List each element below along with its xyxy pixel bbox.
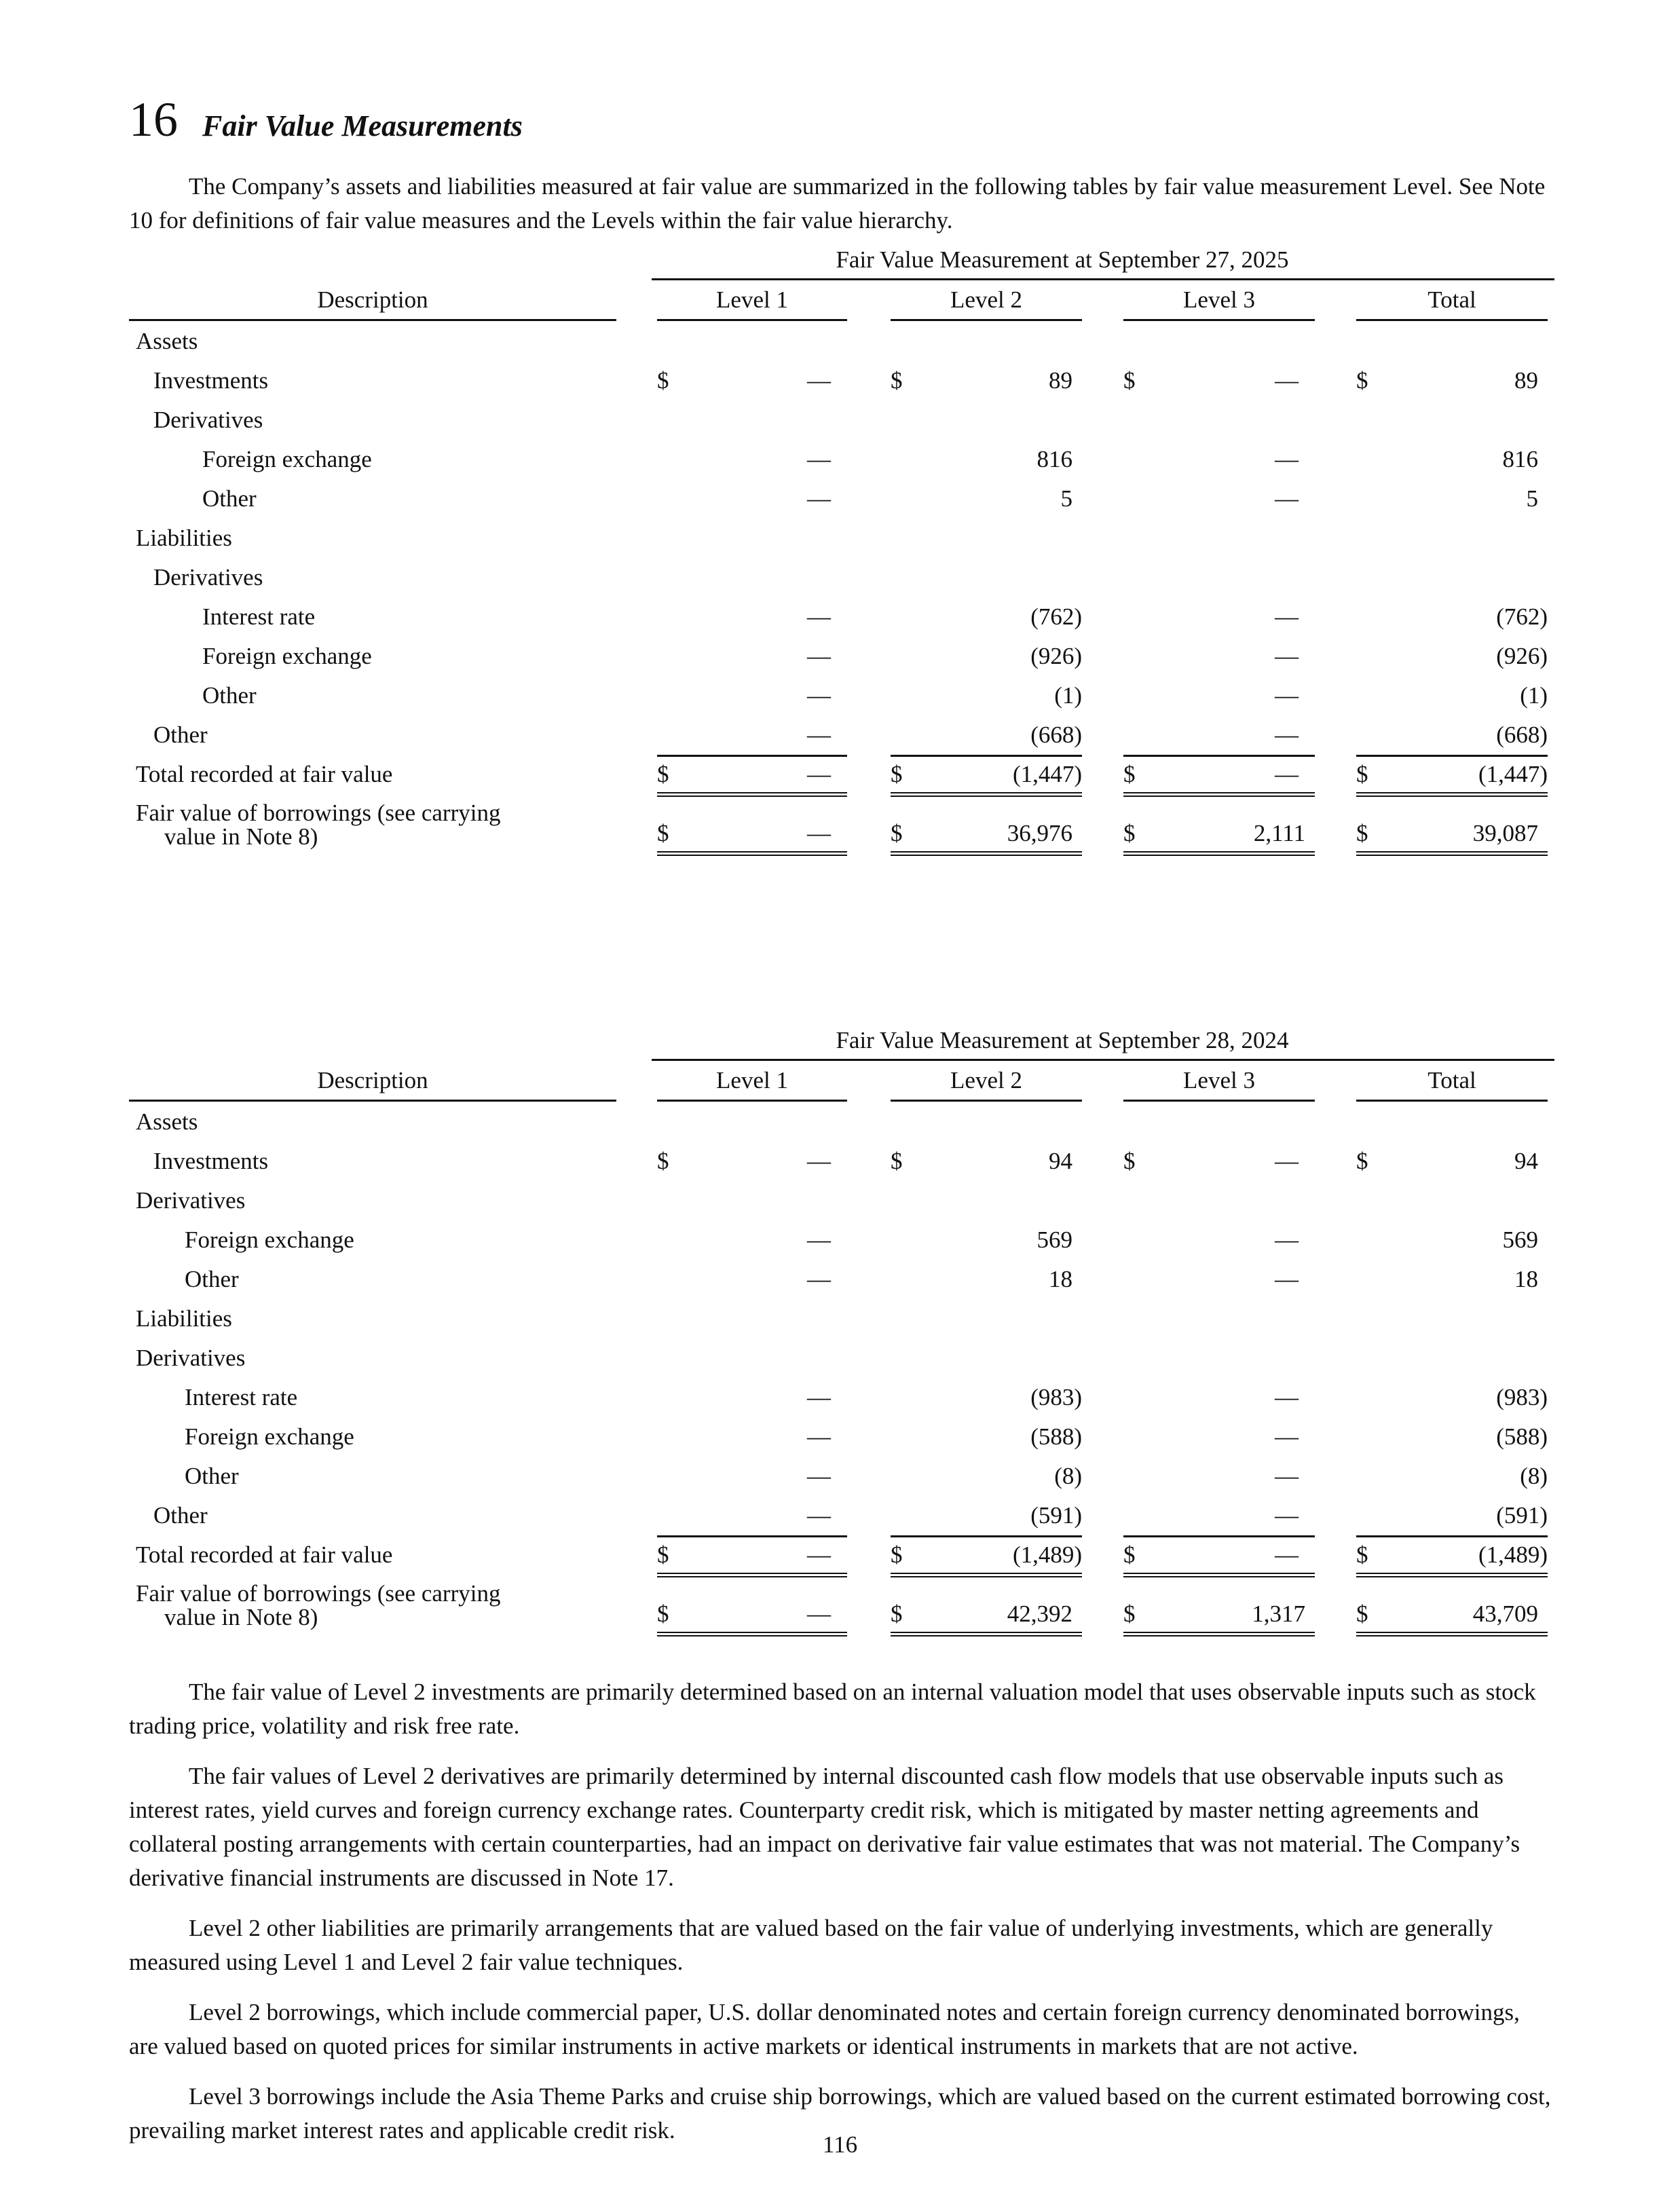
cell-value: — [1275, 643, 1299, 669]
value-cell-total [1356, 597, 1548, 631]
row-label: Assets [136, 1108, 198, 1135]
currency-symbol: $ [1356, 820, 1368, 846]
currency-symbol: $ [891, 367, 903, 394]
value-cell-l3 [1123, 479, 1315, 513]
cell-value: — [807, 1502, 831, 1529]
page-number: 116 [822, 2131, 858, 2158]
cell-value: (1) [1520, 682, 1548, 709]
column-header-level2: Level 2 [891, 1062, 1082, 1102]
cell-value: — [1275, 722, 1299, 748]
cell-value: — [807, 643, 831, 669]
cell-value: 89 [1514, 367, 1538, 394]
value-cell-total [1356, 1378, 1548, 1412]
cell-value: — [1275, 367, 1299, 394]
cell-value: 94 [1049, 1148, 1072, 1174]
cell-value: — [807, 1148, 831, 1174]
fair-value-table-2025 [129, 243, 1554, 1024]
table-row [129, 597, 1554, 637]
value-cell-l2 [891, 1457, 1082, 1491]
value-cell-l3 [1123, 597, 1315, 631]
cell-value: — [807, 1601, 831, 1627]
table-row [129, 440, 1554, 479]
borrowings-row [129, 1575, 1554, 1637]
section-title: Fair Value Measurements [202, 109, 523, 143]
currency-symbol: $ [1123, 1148, 1136, 1174]
value-cell-total [1356, 1142, 1548, 1176]
cell-value: 18 [1049, 1266, 1072, 1292]
cell-value: (588) [1496, 1423, 1548, 1450]
value-cell-l3 [1123, 676, 1315, 710]
table-row [129, 322, 1554, 361]
table-row [129, 361, 1554, 400]
value-cell-l1 [657, 1496, 847, 1530]
value-cell-l1 [657, 597, 847, 631]
cell-value: — [807, 820, 831, 846]
currency-symbol: $ [1356, 1148, 1368, 1174]
cell-value: — [807, 1463, 831, 1489]
currency-symbol: $ [891, 1601, 903, 1627]
value-cell-l1 [657, 715, 847, 749]
cell-value: — [1275, 485, 1299, 512]
currency-symbol: $ [1123, 367, 1136, 394]
column-header-description: Description [129, 281, 616, 321]
cell-value: — [807, 603, 831, 630]
row-label: Other [185, 1463, 239, 1489]
value-cell-total [1356, 1457, 1548, 1491]
borrowings-row [129, 794, 1554, 857]
row-label-line: Fair value of borrowings (see carrying [136, 1580, 501, 1607]
cell-value: 816 [1037, 446, 1072, 472]
row-label: Other [153, 722, 208, 748]
value-cell-l1 [657, 1220, 847, 1254]
value-cell-l2 [891, 1417, 1082, 1451]
value-cell-total [1356, 755, 1548, 797]
total-row [129, 755, 1554, 794]
cell-value: — [1275, 1423, 1299, 1450]
value-cell-l1 [657, 1594, 847, 1636]
cell-value: (1,489) [1012, 1541, 1082, 1568]
value-cell-l2 [891, 1496, 1082, 1530]
value-cell-l3 [1123, 1594, 1315, 1636]
cell-value: — [1275, 446, 1299, 472]
row-label: Liabilities [136, 525, 232, 551]
value-cell-l3 [1123, 1417, 1315, 1451]
table-body [129, 322, 1554, 857]
body-paragraph: The fair value of Level 2 investments are primarily determined based on an internal valuation model that uses observable inputs such as stock trading price, volatility and risk free rate. [129, 1679, 1536, 1739]
currency-symbol: $ [657, 1148, 669, 1174]
cell-value: (668) [1030, 722, 1082, 748]
row-label: Interest rate [185, 1384, 298, 1410]
cell-value: — [807, 367, 831, 394]
cell-value: (983) [1496, 1384, 1548, 1410]
table-row [129, 558, 1554, 597]
cell-value: (983) [1030, 1384, 1082, 1410]
value-cell-l2 [891, 637, 1082, 671]
value-cell-l2 [891, 676, 1082, 710]
cell-value: (762) [1030, 603, 1082, 630]
value-cell-total [1356, 1417, 1548, 1451]
cell-value: — [1275, 761, 1299, 787]
value-cell-l3 [1123, 440, 1315, 474]
value-cell-total [1356, 715, 1548, 749]
row-label: Liabilities [136, 1305, 232, 1332]
cell-value: — [1275, 1502, 1299, 1529]
table-row [129, 479, 1554, 519]
currency-symbol: $ [657, 1541, 669, 1568]
cell-value: (1) [1054, 682, 1082, 709]
cell-value: — [807, 682, 831, 709]
column-header-total: Total [1356, 1062, 1548, 1102]
currency-symbol: $ [1123, 1601, 1136, 1627]
row-label: Other [202, 485, 257, 512]
row-label: Investments [153, 367, 269, 394]
value-cell-l2 [891, 1378, 1082, 1412]
table-row [129, 1496, 1554, 1535]
value-cell-l2 [891, 361, 1082, 395]
cell-value: 5 [1060, 485, 1072, 512]
currency-symbol: $ [891, 820, 903, 846]
table-row [129, 400, 1554, 440]
table-row [129, 1457, 1554, 1496]
currency-symbol: $ [657, 367, 669, 394]
row-label: Other [185, 1266, 239, 1292]
currency-symbol: $ [1356, 1541, 1368, 1568]
cell-value: 94 [1514, 1148, 1538, 1174]
cell-value: (926) [1030, 643, 1082, 669]
currency-symbol: $ [1356, 1601, 1368, 1627]
value-cell-l1 [657, 1260, 847, 1294]
row-label [136, 1582, 611, 1629]
row-label: Derivatives [153, 407, 263, 433]
value-cell-l2 [891, 479, 1082, 513]
value-cell-l1 [657, 1457, 847, 1491]
cell-value: (926) [1496, 643, 1548, 669]
value-cell-l3 [1123, 1535, 1315, 1577]
currency-symbol: $ [657, 761, 669, 787]
cell-value: (591) [1030, 1502, 1082, 1529]
cell-value: — [807, 446, 831, 472]
fair-value-table-2024 [129, 1024, 1554, 1675]
value-cell-l1 [657, 755, 847, 797]
value-cell-l3 [1123, 1496, 1315, 1530]
row-label: Derivatives [136, 1345, 246, 1371]
table-row [129, 715, 1554, 755]
value-cell-l3 [1123, 813, 1315, 856]
row-label: Other [153, 1502, 208, 1529]
cell-value: 18 [1514, 1266, 1538, 1292]
value-cell-total [1356, 1496, 1548, 1530]
intro-paragraph: The Company’s assets and liabilities measured at fair value are summarized in the following tables by fair value measurement Level. See Note 10 for definitions of fair value measures and the Levels within the fair value hierarchy. [129, 173, 1546, 233]
cell-value: — [807, 1423, 831, 1450]
row-label: Total recorded at fair value [136, 761, 393, 787]
currency-symbol: $ [1123, 820, 1136, 846]
table-row [129, 1102, 1554, 1142]
value-cell-l1 [657, 1142, 847, 1176]
value-cell-total [1356, 361, 1548, 395]
cell-value: 569 [1502, 1227, 1538, 1253]
cell-value: (1,447) [1012, 761, 1082, 787]
value-cell-l2 [891, 1594, 1082, 1636]
column-header-level3: Level 3 [1123, 1062, 1315, 1102]
cell-value: — [1275, 1384, 1299, 1410]
value-cell-l2 [891, 715, 1082, 749]
value-cell-total [1356, 637, 1548, 671]
cell-value: 2,111 [1253, 820, 1305, 846]
row-label: Foreign exchange [185, 1227, 354, 1253]
cell-value: 39,087 [1472, 820, 1538, 846]
caption-rule [652, 278, 1554, 280]
currency-symbol: $ [891, 1541, 903, 1568]
table-row [129, 1220, 1554, 1260]
row-label [136, 801, 611, 848]
value-cell-l1 [657, 676, 847, 710]
currency-symbol: $ [891, 761, 903, 787]
value-cell-l2 [891, 597, 1082, 631]
column-header-level1: Level 1 [657, 281, 847, 321]
value-cell-l3 [1123, 1378, 1315, 1412]
column-header-total: Total [1356, 281, 1548, 321]
cell-value: — [807, 722, 831, 748]
cell-value: — [1275, 1148, 1299, 1174]
value-cell-l3 [1123, 1260, 1315, 1294]
value-cell-l1 [657, 361, 847, 395]
column-header-level2: Level 2 [891, 281, 1082, 321]
cell-value: — [1275, 682, 1299, 709]
table-row [129, 1378, 1554, 1417]
cell-value: — [1275, 1541, 1299, 1568]
value-cell-total [1356, 440, 1548, 474]
total-row [129, 1535, 1554, 1575]
row-label: Foreign exchange [185, 1423, 354, 1450]
value-cell-total [1356, 676, 1548, 710]
body-paragraph: The fair values of Level 2 derivatives are primarily determined by internal discounted cash flow models that use observable inputs such as interest rates, yield curves and foreign currency exchange rates. Counterparty credit risk, which is mitigated by master netting agreements and collateral posting arrangements with certain counterparties, had an impact on derivative fair value estimates that was not material. The Company’s derivative financial instruments are discussed in Note 17. [129, 1763, 1520, 1891]
value-cell-total [1356, 1220, 1548, 1254]
row-label: Foreign exchange [202, 643, 372, 669]
cell-value: — [1275, 603, 1299, 630]
row-label: Assets [136, 328, 198, 354]
section-number: 16 [129, 92, 178, 147]
value-cell-l2 [891, 813, 1082, 856]
section-heading [129, 92, 1554, 147]
currency-symbol: $ [1123, 761, 1136, 787]
cell-value: — [807, 1266, 831, 1292]
table-body [129, 1102, 1554, 1637]
cell-value: — [807, 485, 831, 512]
cell-value: — [1275, 1266, 1299, 1292]
cell-value: — [807, 1541, 831, 1568]
cell-value: 89 [1049, 367, 1072, 394]
value-cell-l2 [891, 1220, 1082, 1254]
cell-value: — [1275, 1463, 1299, 1489]
row-label-line: value in Note 8) [164, 823, 318, 850]
table-row [129, 1142, 1554, 1181]
cell-value: (1,447) [1478, 761, 1548, 787]
cell-value: (762) [1496, 603, 1548, 630]
cell-value: (8) [1520, 1463, 1548, 1489]
cell-value: — [1275, 1227, 1299, 1253]
row-label: Total recorded at fair value [136, 1541, 393, 1568]
cell-value: 5 [1526, 485, 1538, 512]
row-label: Other [202, 682, 257, 709]
cell-value: (588) [1030, 1423, 1082, 1450]
value-cell-total [1356, 1260, 1548, 1294]
value-cell-l1 [657, 479, 847, 513]
document-page [129, 92, 1554, 2164]
row-label: Derivatives [136, 1187, 246, 1214]
value-cell-l3 [1123, 1220, 1315, 1254]
value-cell-l3 [1123, 361, 1315, 395]
value-cell-l3 [1123, 1142, 1315, 1176]
cell-value: 1,317 [1252, 1601, 1305, 1627]
currency-symbol: $ [1356, 761, 1368, 787]
table-caption: Fair Value Measurement at September 28, 2024 [836, 1027, 1289, 1053]
row-label: Interest rate [202, 603, 316, 630]
value-cell-l2 [891, 1535, 1082, 1577]
cell-value: 42,392 [1007, 1601, 1072, 1627]
cell-value: — [807, 761, 831, 787]
currency-symbol: $ [657, 820, 669, 846]
value-cell-l3 [1123, 715, 1315, 749]
currency-symbol: $ [1356, 367, 1368, 394]
table-row [129, 1181, 1554, 1220]
cell-value: (1,489) [1478, 1541, 1548, 1568]
value-cell-l1 [657, 1535, 847, 1577]
body-paragraph: Level 2 other liabilities are primarily arrangements that are valued based on the fair value of underlying investments, which are generally measured using Level 1 and Level 2 fair value techniques. [129, 1915, 1493, 1975]
cell-value: (591) [1496, 1502, 1548, 1529]
body-paragraph: Level 3 borrowings include the Asia Theme Parks and cruise ship borrowings, which are valued based on the current estimated borrowing cost, prevailing market interest rates and applicable credit risk. [129, 2083, 1551, 2144]
row-label-line: Fair value of borrowings (see carrying [136, 800, 501, 826]
table-row [129, 1260, 1554, 1299]
cell-value: (8) [1054, 1463, 1082, 1489]
cell-value: 36,976 [1007, 820, 1072, 846]
table-row [129, 1299, 1554, 1339]
row-label: Investments [153, 1148, 269, 1174]
currency-symbol: $ [891, 1148, 903, 1174]
row-label-line: value in Note 8) [164, 1604, 318, 1630]
value-cell-l3 [1123, 637, 1315, 671]
table-row [129, 1339, 1554, 1378]
cell-value: 816 [1502, 446, 1538, 472]
cell-value: (668) [1496, 722, 1548, 748]
value-cell-l2 [891, 1142, 1082, 1176]
value-cell-l1 [657, 813, 847, 856]
cell-value: — [807, 1227, 831, 1253]
table-caption: Fair Value Measurement at September 27, 2025 [836, 246, 1289, 273]
value-cell-total [1356, 813, 1548, 856]
value-cell-total [1356, 1535, 1548, 1577]
table-row [129, 1417, 1554, 1457]
value-cell-l1 [657, 637, 847, 671]
value-cell-l3 [1123, 1457, 1315, 1491]
value-cell-l1 [657, 440, 847, 474]
currency-symbol: $ [1123, 1541, 1136, 1568]
column-header-description: Description [129, 1062, 616, 1102]
column-header-level3: Level 3 [1123, 281, 1315, 321]
cell-value: 43,709 [1472, 1601, 1538, 1627]
table-row [129, 676, 1554, 715]
value-cell-l2 [891, 755, 1082, 797]
value-cell-total [1356, 479, 1548, 513]
value-cell-l2 [891, 1260, 1082, 1294]
value-cell-l1 [657, 1417, 847, 1451]
row-label: Foreign exchange [202, 446, 372, 472]
currency-symbol: $ [657, 1601, 669, 1627]
table-row [129, 637, 1554, 676]
table-row [129, 519, 1554, 558]
caption-rule [652, 1059, 1554, 1061]
value-cell-l1 [657, 1378, 847, 1412]
body-paragraph: Level 2 borrowings, which include commercial paper, U.S. dollar denominated notes and certain foreign currency denominated borrowings, are valued based on quoted prices for similar instruments in active markets or identical instruments in markets that are not active. [129, 1999, 1520, 2059]
cell-value: 569 [1037, 1227, 1072, 1253]
value-cell-l3 [1123, 755, 1315, 797]
row-label: Derivatives [153, 564, 263, 591]
column-header-level1: Level 1 [657, 1062, 847, 1102]
cell-value: — [807, 1384, 831, 1410]
value-cell-l2 [891, 440, 1082, 474]
value-cell-total [1356, 1594, 1548, 1636]
